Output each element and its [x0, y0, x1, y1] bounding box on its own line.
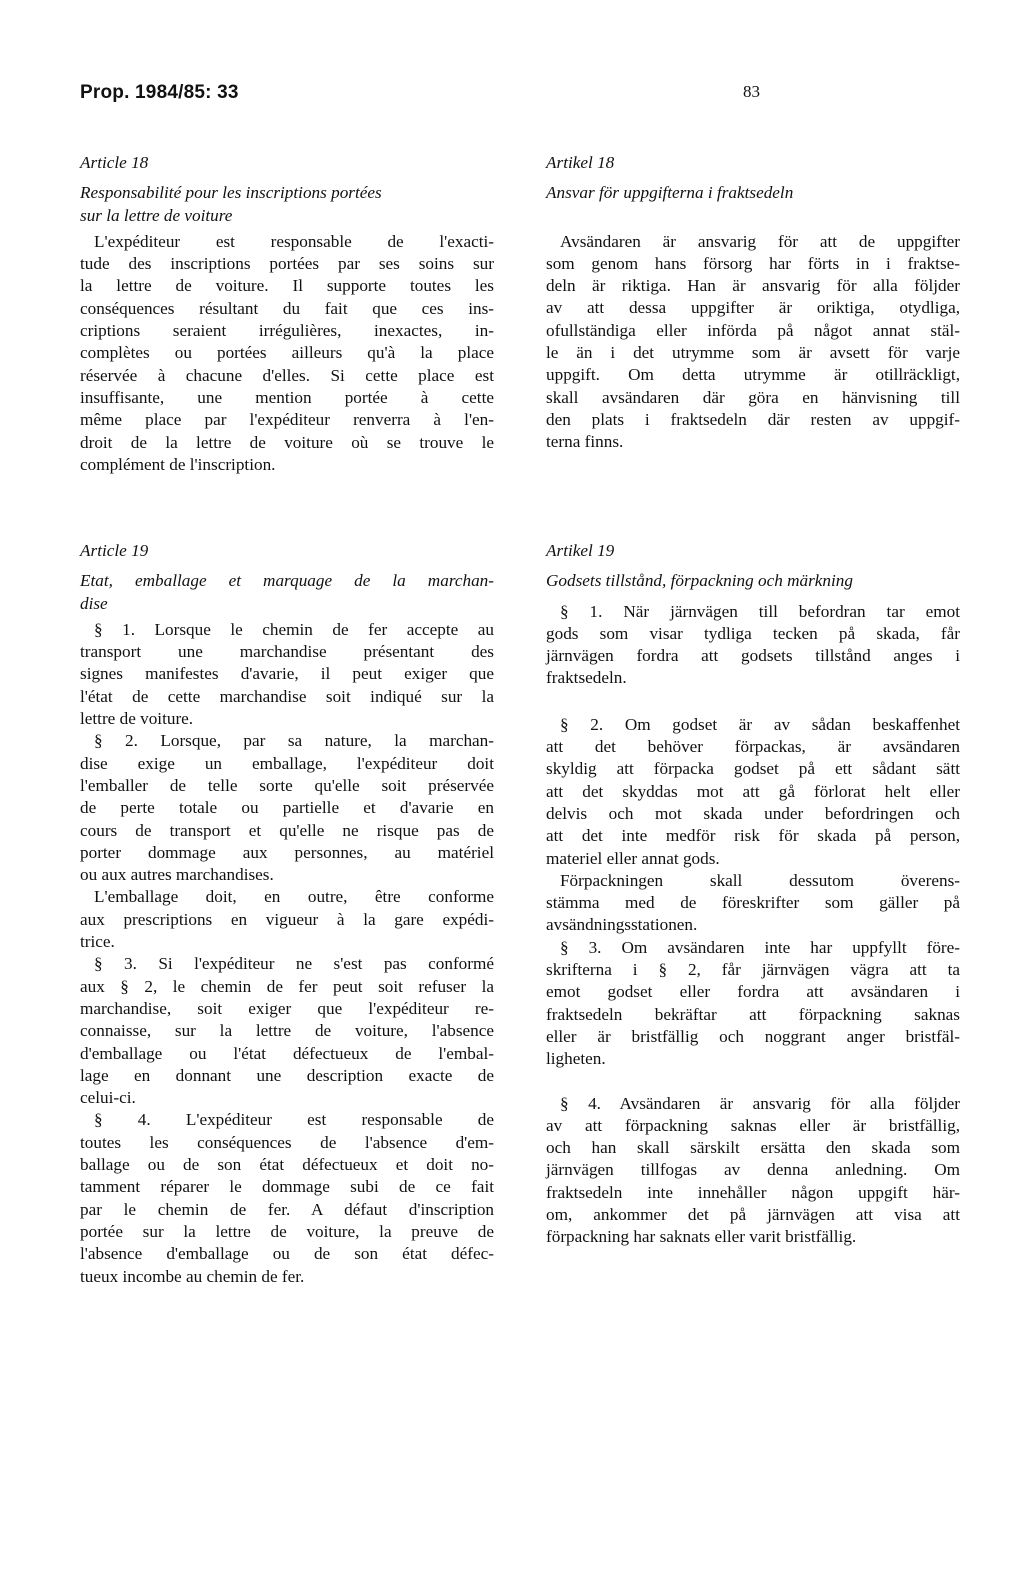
article-heading: Godsets tillstånd, förpackning och märkning: [546, 571, 853, 591]
article-title: Artikel 18: [546, 153, 615, 172]
article-title: Artikel 19: [546, 541, 615, 560]
article-19-swedish: [546, 540, 960, 1249]
proposition-reference: Prop. 1984/85: 33: [80, 82, 239, 103]
page-number: 83: [743, 82, 760, 101]
article-18-swedish: [546, 152, 960, 454]
section-4: § 4. L'expéditeur est responsable de toutes les conséquences de l'absence d'em- ballage ou de son état défectueux et doit no- tamment réparer le dommage subi de ce fait par le chemin de fer. A défaut d'inscription portée sur la lettre de voiture, la preuve de l'absence d'emballage ou de son état défec- tueux incombe au chemin de fer.: [80, 1110, 494, 1286]
section-1: § 1. Lorsque le chemin de fer accepte au transport une marchandise présentant des signes manifestes d'avarie, il peut exiger que l'état de cette marchandise soit indiqué sur la lettre de voiture.: [80, 619, 494, 729]
article-paragraph: Avsändaren är ansvarig för att de uppgifter som genom hans försorg har förts in i fraktse- deln är riktiga. Han är ansvarig för alla följder av att dessa uppgifter är oriktiga, otydliga, ofullständiga eller införda på något annat stäl- le än i det utrymme som är avsett för varje uppgift. Om detta utrymme är otillräckligt, skall avsändaren där göra en hänvisning till den plats i fraktsedeln där resten av uppgif- terna finns.: [546, 231, 960, 452]
section-4: § 4. Avsändaren är ansvarig för alla följder av att förpackning saknas eller är bristfällig, och han skall särskilt ersätta den skada som järnvägen tillfogas av denna anledning. Om fraktsedeln inte innehåller någon uppgift här- om, ankommer det på järnvägen att visa att förpackning har saknats eller varit bristfällig.: [546, 1093, 960, 1247]
article-title: Article 18: [80, 153, 149, 172]
section-1: § 1. När järnvägen till befordran tar emot gods som visar tydliga tecken på skada, får järnvägen fordra att godsets tillstånd anges i fraktsedeln.: [546, 601, 960, 688]
article-18-french: [80, 152, 494, 476]
article-paragraph: L'expéditeur est responsable de l'exacti- tude des inscriptions portées par ses soins sur la lettre de voiture. Il supporte toutes les conséquences résultant du fait que ces ins- criptions seraient irrégulières, inexactes, in- complètes ou portées ailleurs qu'à la place réservée à chacune d'elles. Si cette place est insuffisante, une mention portée à cette même place par l'expéditeur renverra à l'en- droit de la lettre de voiture où se trouve le complément de l'inscription.: [80, 231, 494, 474]
article-heading: Ansvar för uppgifterna i fraktsedeln: [546, 183, 794, 203]
section-3: § 3. Om avsändaren inte har uppfyllt före- skrifterna i § 2, får järnvägen vägra att ta emot godset eller fordra att avsändaren i fraktsedeln bekräftar att förpackning saknas eller är bristfällig och noggrant anger bristfäl- ligheten.: [546, 937, 960, 1069]
section-2: § 2. Lorsque, par sa nature, la marchan- dise exige un emballage, l'expéditeur doit l'emballer de telle sorte qu'elle soit préservée de perte totale ou partielle et d'avarie en cours de transport et qu'elle ne risque pas de porter dommage aux personnes, au matériel ou aux autres marchandises. L'emballage doit, en outre, être conforme aux prescriptions en vigueur à la gare expédi- trice.: [80, 731, 494, 952]
page-header: [80, 82, 760, 112]
article-title: Article 19: [80, 541, 149, 560]
section-3: § 3. Si l'expéditeur ne s'est pas conformé aux § 2, le chemin de fer peut soit refuser la marchandise, soit exiger que l'expéditeur re- connaisse, sur la lettre de voiture, l'absence d'emballage ou l'état défectueux de l'embal- lage en donnant une description exacte de celui-ci.: [80, 954, 494, 1108]
article-heading: Etat, emballage et marquage de la marchan- dise: [80, 571, 494, 613]
article-19-french: [80, 540, 494, 1288]
article-heading: Responsabilité pour les inscriptions portées sur la lettre de voiture: [80, 183, 382, 225]
section-2: § 2. Om godset är av sådan beskaffenhet att det behöver förpackas, är avsändaren skyldig att förpacka godset på ett sådant sätt att det skyddas mot att gå förlorat helt eller delvis och mot skada under befordringen och att det inte medför risk för skada på person, materiel eller annat gods. Förpackningen skall dessutom överens- stämma med de föreskrifter som gäller på avsändningsstationen.: [546, 714, 960, 935]
